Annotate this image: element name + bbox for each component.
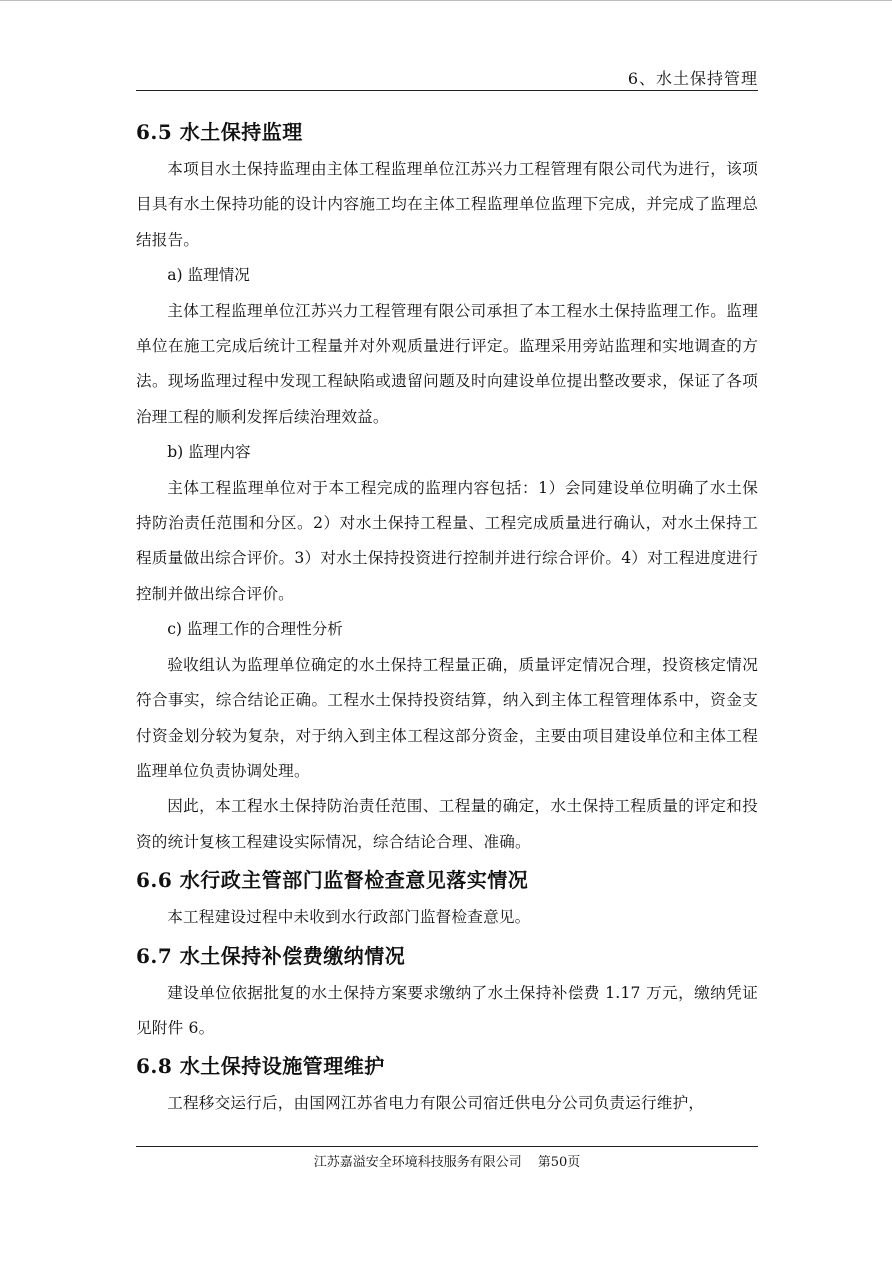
page-footer [136, 1151, 758, 1170]
section-6-6-text: 本工程建设过程中未收到水行政部门监督检查意见。 [167, 908, 531, 927]
running-header: 6、水土保持管理 [627, 69, 758, 88]
section-6-6-heading: 6.6 水行政主管部门监督检查意见落实情况 [136, 868, 529, 893]
footer-company: 江苏嘉溢安全环境科技服务有限公司 [313, 1155, 522, 1170]
subsection-c-label: c) 监理工作的合理性分析 [167, 620, 343, 639]
subsection-c-text-1: 验收组认为监理单位确定的水土保持工程量正确，质量评定情况合理，投资核定情况符合事实，综合结论正确。工程水土保持投资结算，纳入到主体工程管理体系中，资金支付资金划分较为复杂，对于纳入到主体工程这部分资金，主要由项目建设单位和主体工程监理单位负责协调处理。 [136, 655, 758, 780]
section-6-5-heading: 6.5 水土保持监理 [136, 120, 303, 144]
page-content [136, 112, 758, 1122]
subsection-b-text: 主体工程监理单位对于本工程完成的监理内容包括：1）会同建设单位明确了水土保持防治责任范围和分区。2）对水土保持工程量、工程完成质量进行确认，对水土保持工程质量做出综合评价。3）对水土保持投资进行控制并进行综合评价。4）对工程进度进行控制并做出综合评价。 [136, 478, 758, 603]
subsection-b-label: b) 监理内容 [167, 443, 251, 462]
section-6-8-heading: 6.8 水土保持设施管理维护 [136, 1054, 385, 1079]
section-6-5-intro: 本项目水土保持监理由主体工程监理单位江苏兴力工程管理有限公司代为进行，该项目具有水土保持功能的设计内容施工均在主体工程监理单位监理下完成，并完成了监理总结报告。 [136, 160, 758, 249]
section-6-7-heading: 6.7 水土保持补偿费缴纳情况 [136, 943, 406, 968]
subsection-c-text-2: 因此，本工程水土保持防治责任范围、工程量的确定，水土保持工程质量的评定和投资的统计复核工程建设实际情况，综合结论合理、准确。 [136, 797, 758, 851]
footer-divider [136, 1146, 758, 1147]
top-border [0, 0, 892, 1]
section-6-7-text: 建设单位依据批复的水土保持方案要求缴纳了水土保持补偿费 1.17 万元，缴纳凭证见附件 6。 [136, 983, 758, 1037]
header-divider [136, 90, 758, 91]
section-6-8-text: 工程移交运行后，由国网江苏省电力有限公司宿迁供电分公司负责运行维护， [167, 1094, 705, 1113]
subsection-a-label: a) 监理情况 [167, 266, 250, 285]
subsection-a-text: 主体工程监理单位江苏兴力工程管理有限公司承担了本工程水土保持监理工作。监理单位在施工完成后统计工程量并对外观质量进行评定。监理采用旁站监理和实地调查的方法。现场监理过程中发现工程缺陷或遗留问题及时向建设单位提出整改要求，保证了各项治理工程的顺利发挥后续治理效益。 [136, 301, 758, 426]
footer-page-number: 第50页 [537, 1155, 581, 1170]
